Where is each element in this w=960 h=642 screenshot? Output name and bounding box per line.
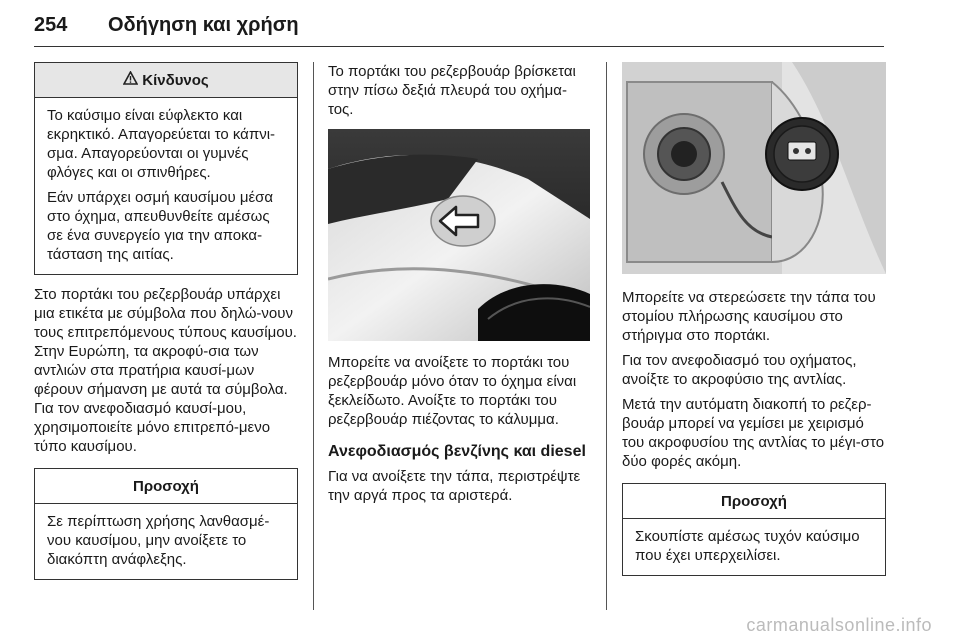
fuel-door-location: Το πορτάκι του ρεζερβουάρ βρίσκεται στην πίσω δεξιά πλευρά του οχήμα-τος.: [328, 63, 576, 118]
caution-box-1-text: Σε περίπτωση χρήσης λανθασμέ-νου καυσίμου, μην ανοίξετε το διακόπτη ανάφλεξης.: [47, 513, 270, 568]
column-2: [328, 62, 590, 511]
column-divider-2: [606, 62, 607, 610]
fuel-label-paragraph: Στο πορτάκι του ρεζερβουάρ υπάρχει μια ετικέτα με σύμβολα που δηλώ-νουν τους επιτρεπόμενους τύπους καυσίμου. Στην Ευρώπη, τα ακροφύ-σια των αντλιών στα πρατήρια καυσί-μων φέρουν σήμανση με αυτά τα σύμβολα. Για τον ανεφοδιασμό καυσί-μου, χρησιμοποιείτε μόνο επιτρεπό-μενο τύπο καυσίμου.: [34, 286, 297, 455]
page-header: [34, 8, 884, 47]
page-number: 254: [34, 14, 68, 36]
caution-box-1-body: [35, 504, 297, 579]
page-title: Οδήγηση και χρήση: [108, 14, 299, 36]
fuel-cap-illustration: [622, 62, 886, 274]
caution-box-2: [622, 483, 886, 576]
fuel-cap-holder-paragraph: Μπορείτε να στερεώσετε την τάπα του στομίου πλήρωσης καυσίμου στο στήριγμα στο πορτάκι.: [622, 289, 876, 344]
open-nozzle-paragraph: Για τον ανεφοδιασμό του οχήματος, ανοίξτε το ακροφύσιο της αντλίας.: [622, 352, 857, 388]
caution-box-2-body: [623, 519, 885, 575]
danger-paragraph-2: Εάν υπάρχει οσμή καυσίμου μέσα στο όχημα, απευθυνθείτε αμέσως σε ένα συνεργείο για την αποκα-τάσταση της αιτίας.: [47, 189, 274, 263]
danger-box-header: [35, 63, 297, 98]
column-1: [34, 62, 298, 580]
auto-cutoff-paragraph: Μετά την αυτόματη διακοπή το ρεζερ-βουάρ μπορεί να γεμίσει με χειρισμό του ακροφυσίου της αντλίας το μέγι-στο δύο φορές ακόμη.: [622, 396, 885, 470]
section-heading-refuelling: Ανεφοδιασμός βενζίνης και diesel: [328, 443, 586, 460]
fuel-cap-open-instructions: Για να ανοίξετε την τάπα, περιστρέψτε την αργά προς τα αριστερά.: [328, 468, 581, 504]
column-divider-1: [313, 62, 314, 610]
warning-triangle-icon: [123, 71, 138, 90]
caution-box-2-header: Προσοχή: [623, 484, 885, 519]
column-3: [622, 62, 886, 576]
car-fuel-door-illustration: [328, 129, 590, 341]
caution-box-1: [34, 468, 298, 580]
caution-box-2-text: Σκουπίστε αμέσως τυχόν καύσιμο που έχει υπερχειλίσει.: [635, 528, 860, 564]
danger-box: [34, 62, 298, 275]
danger-paragraph-1: Το καύσιμο είναι εύφλεκτο και εκρηκτικό. Απαγορεύεται το κάπνι-σμα. Απαγορεύονται οι γυμνές φλόγες και οι σπινθήρες.: [47, 107, 276, 181]
danger-box-body: [35, 98, 297, 274]
caution-box-1-header: Προσοχή: [35, 469, 297, 504]
fuel-door-open-instructions: Μπορείτε να ανοίξετε το πορτάκι του ρεζερβουάρ μόνο όταν το όχημα είναι ξεκλείδωτο. Ανοίξτε το πορτάκι του ρεζερβουάρ πιέζοντας το κάλυμμα.: [328, 354, 577, 428]
watermark: carmanualsonline.info: [746, 615, 932, 635]
danger-box-title: Κίνδυνος: [142, 71, 209, 89]
